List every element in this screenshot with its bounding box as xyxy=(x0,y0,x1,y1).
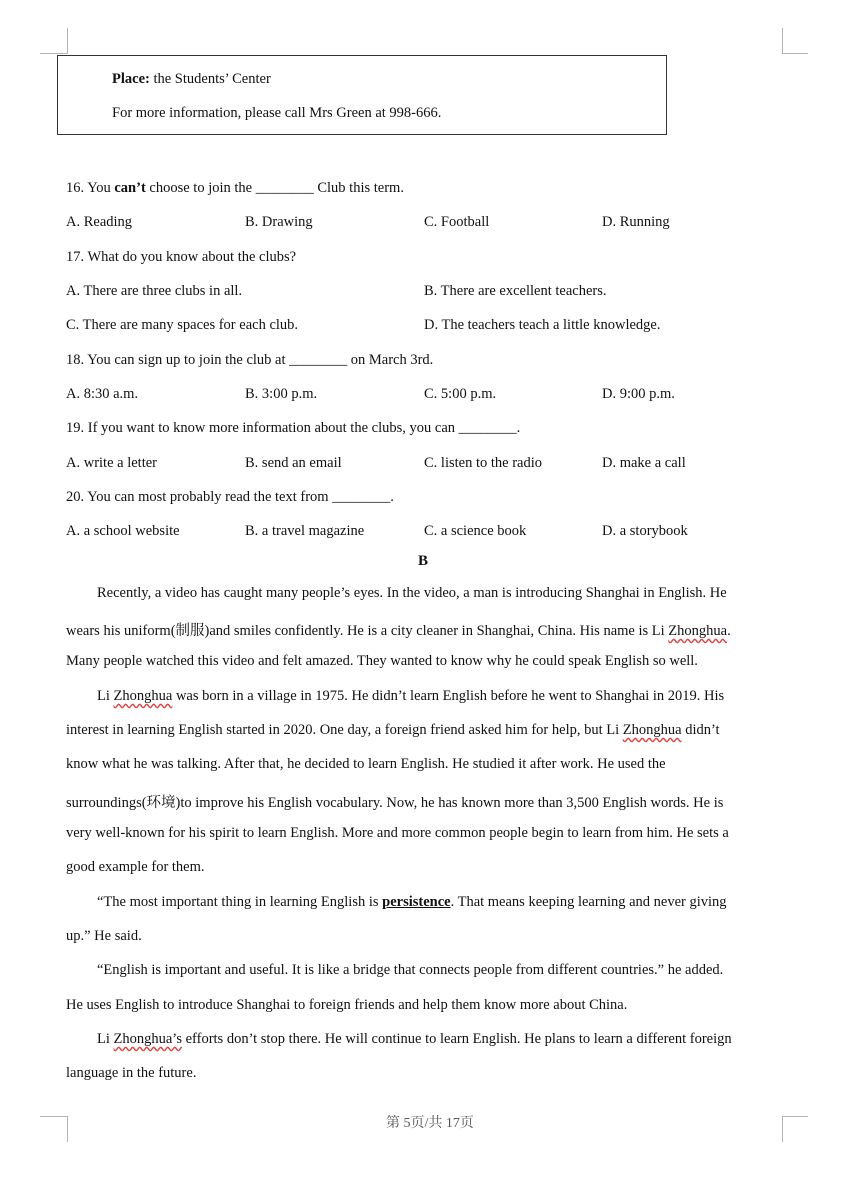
p5-line-1: Li Zhonghua’s efforts don’t stop there. He will continue to learn English. He plans to learn a different foreign xyxy=(97,1031,732,1047)
q20-option-b[interactable]: B. a travel magazine xyxy=(245,523,365,539)
q19-option-b[interactable]: B. send an email xyxy=(245,455,342,471)
p1-line-1: Recently, a video has caught many people’s eyes. In the video, a man is introducing Shanghai in English. He xyxy=(97,585,727,601)
p2-line-2: interest in learning English started in 2020. One day, a foreign friend asked him for help, but Li Zhonghua didn’t xyxy=(66,722,720,738)
crop-mark-top-right-v xyxy=(782,28,783,54)
q19-option-c[interactable]: C. listen to the radio xyxy=(424,455,542,471)
place-label: Place: xyxy=(112,71,150,87)
emphasis-cant: can’t xyxy=(114,180,146,196)
q16-option-a[interactable]: A. Reading xyxy=(66,214,133,230)
p2-line-5: very well-known for his spirit to learn English. More and more common people begin to learn from him. He sets a xyxy=(66,825,729,841)
p2-line-6: good example for them. xyxy=(66,859,205,875)
q19-option-a[interactable]: A. write a letter xyxy=(66,455,157,471)
p4-line-2: He uses English to introduce Shanghai to foreign friends and help them know more about China. xyxy=(66,997,628,1013)
crop-mark-top-right-h xyxy=(782,53,808,54)
question-18: 18. You can sign up to join the club at ________ on March 3rd. xyxy=(66,352,434,368)
p1-line-3: Many people watched this video and felt amazed. They wanted to know why he could speak English so well. xyxy=(66,653,698,669)
question-19: 19. If you want to know more information about the clubs, you can ________. xyxy=(66,420,521,436)
page-footer: 第 5页/共 17页 xyxy=(386,1116,474,1131)
q18-option-b[interactable]: B. 3:00 p.m. xyxy=(245,386,318,402)
p3-line-2: up.” He said. xyxy=(66,928,142,944)
q16-option-d[interactable]: D. Running xyxy=(602,214,670,230)
section-b-heading: B xyxy=(418,553,429,569)
q17-option-d[interactable]: D. The teachers teach a little knowledge. xyxy=(424,317,661,333)
q16-option-b[interactable]: B. Drawing xyxy=(245,214,313,230)
q18-option-c[interactable]: C. 5:00 p.m. xyxy=(424,386,497,402)
p2-line-1: Li Zhonghua was born in a village in 1975. He didn’t learn English before he went to Shanghai in 2019. His xyxy=(97,688,725,704)
question-16: 16. You can’t choose to join the ________ Club this term. xyxy=(66,180,404,196)
name-zhonghua: Zhonghua xyxy=(113,688,173,704)
q17-option-a[interactable]: A. There are three clubs in all. xyxy=(66,283,243,299)
q17-option-c[interactable]: C. There are many spaces for each club. xyxy=(66,317,299,333)
p3-line-1: “The most important thing in learning English is persistence. That means keeping learning and never giving xyxy=(97,894,727,910)
name-zhonghuas: Zhonghua’s xyxy=(113,1031,182,1047)
p1-line-2: wears his uniform(制服)and smiles confidently. He is a city cleaner in Shanghai, China. His name is Li Zhonghua. xyxy=(66,623,731,639)
p5-line-2: language in the future. xyxy=(66,1065,197,1081)
notice-place-line xyxy=(112,71,271,88)
keyword-persistence: persistence xyxy=(382,894,451,910)
p2-line-3: know what he was talking. After that, he decided to learn English. He studied it after work. He used the xyxy=(66,756,666,772)
q20-option-d[interactable]: D. a storybook xyxy=(602,523,688,539)
p4-line-1: “English is important and useful. It is like a bridge that connects people from different countries.” he added. xyxy=(97,962,724,978)
q17-option-b[interactable]: B. There are excellent teachers. xyxy=(424,283,607,299)
crop-mark-top-left-v xyxy=(67,28,68,54)
name-zhonghua: Zhonghua xyxy=(668,623,728,639)
q18-option-d[interactable]: D. 9:00 p.m. xyxy=(602,386,675,402)
place-value: the Students’ Center xyxy=(149,71,271,87)
q16-option-c[interactable]: C. Football xyxy=(424,214,490,230)
question-20: 20. You can most probably read the text from ________. xyxy=(66,489,394,505)
question-17: 17. What do you know about the clubs? xyxy=(66,249,297,265)
q19-option-d[interactable]: D. make a call xyxy=(602,455,686,471)
q20-option-a[interactable]: A. a school website xyxy=(66,523,180,539)
name-zhonghua: Zhonghua xyxy=(622,722,682,738)
q20-option-c[interactable]: C. a science book xyxy=(424,523,527,539)
notice-info-line: For more information, please call Mrs Green at 998-666. xyxy=(112,105,442,121)
q18-option-a[interactable]: A. 8:30 a.m. xyxy=(66,386,139,402)
p2-line-4: surroundings(环境)to improve his English vocabulary. Now, he has known more than 3,500 English words. He is xyxy=(66,795,724,811)
notice-box xyxy=(57,55,667,135)
crop-mark-top-left-h xyxy=(40,53,68,54)
